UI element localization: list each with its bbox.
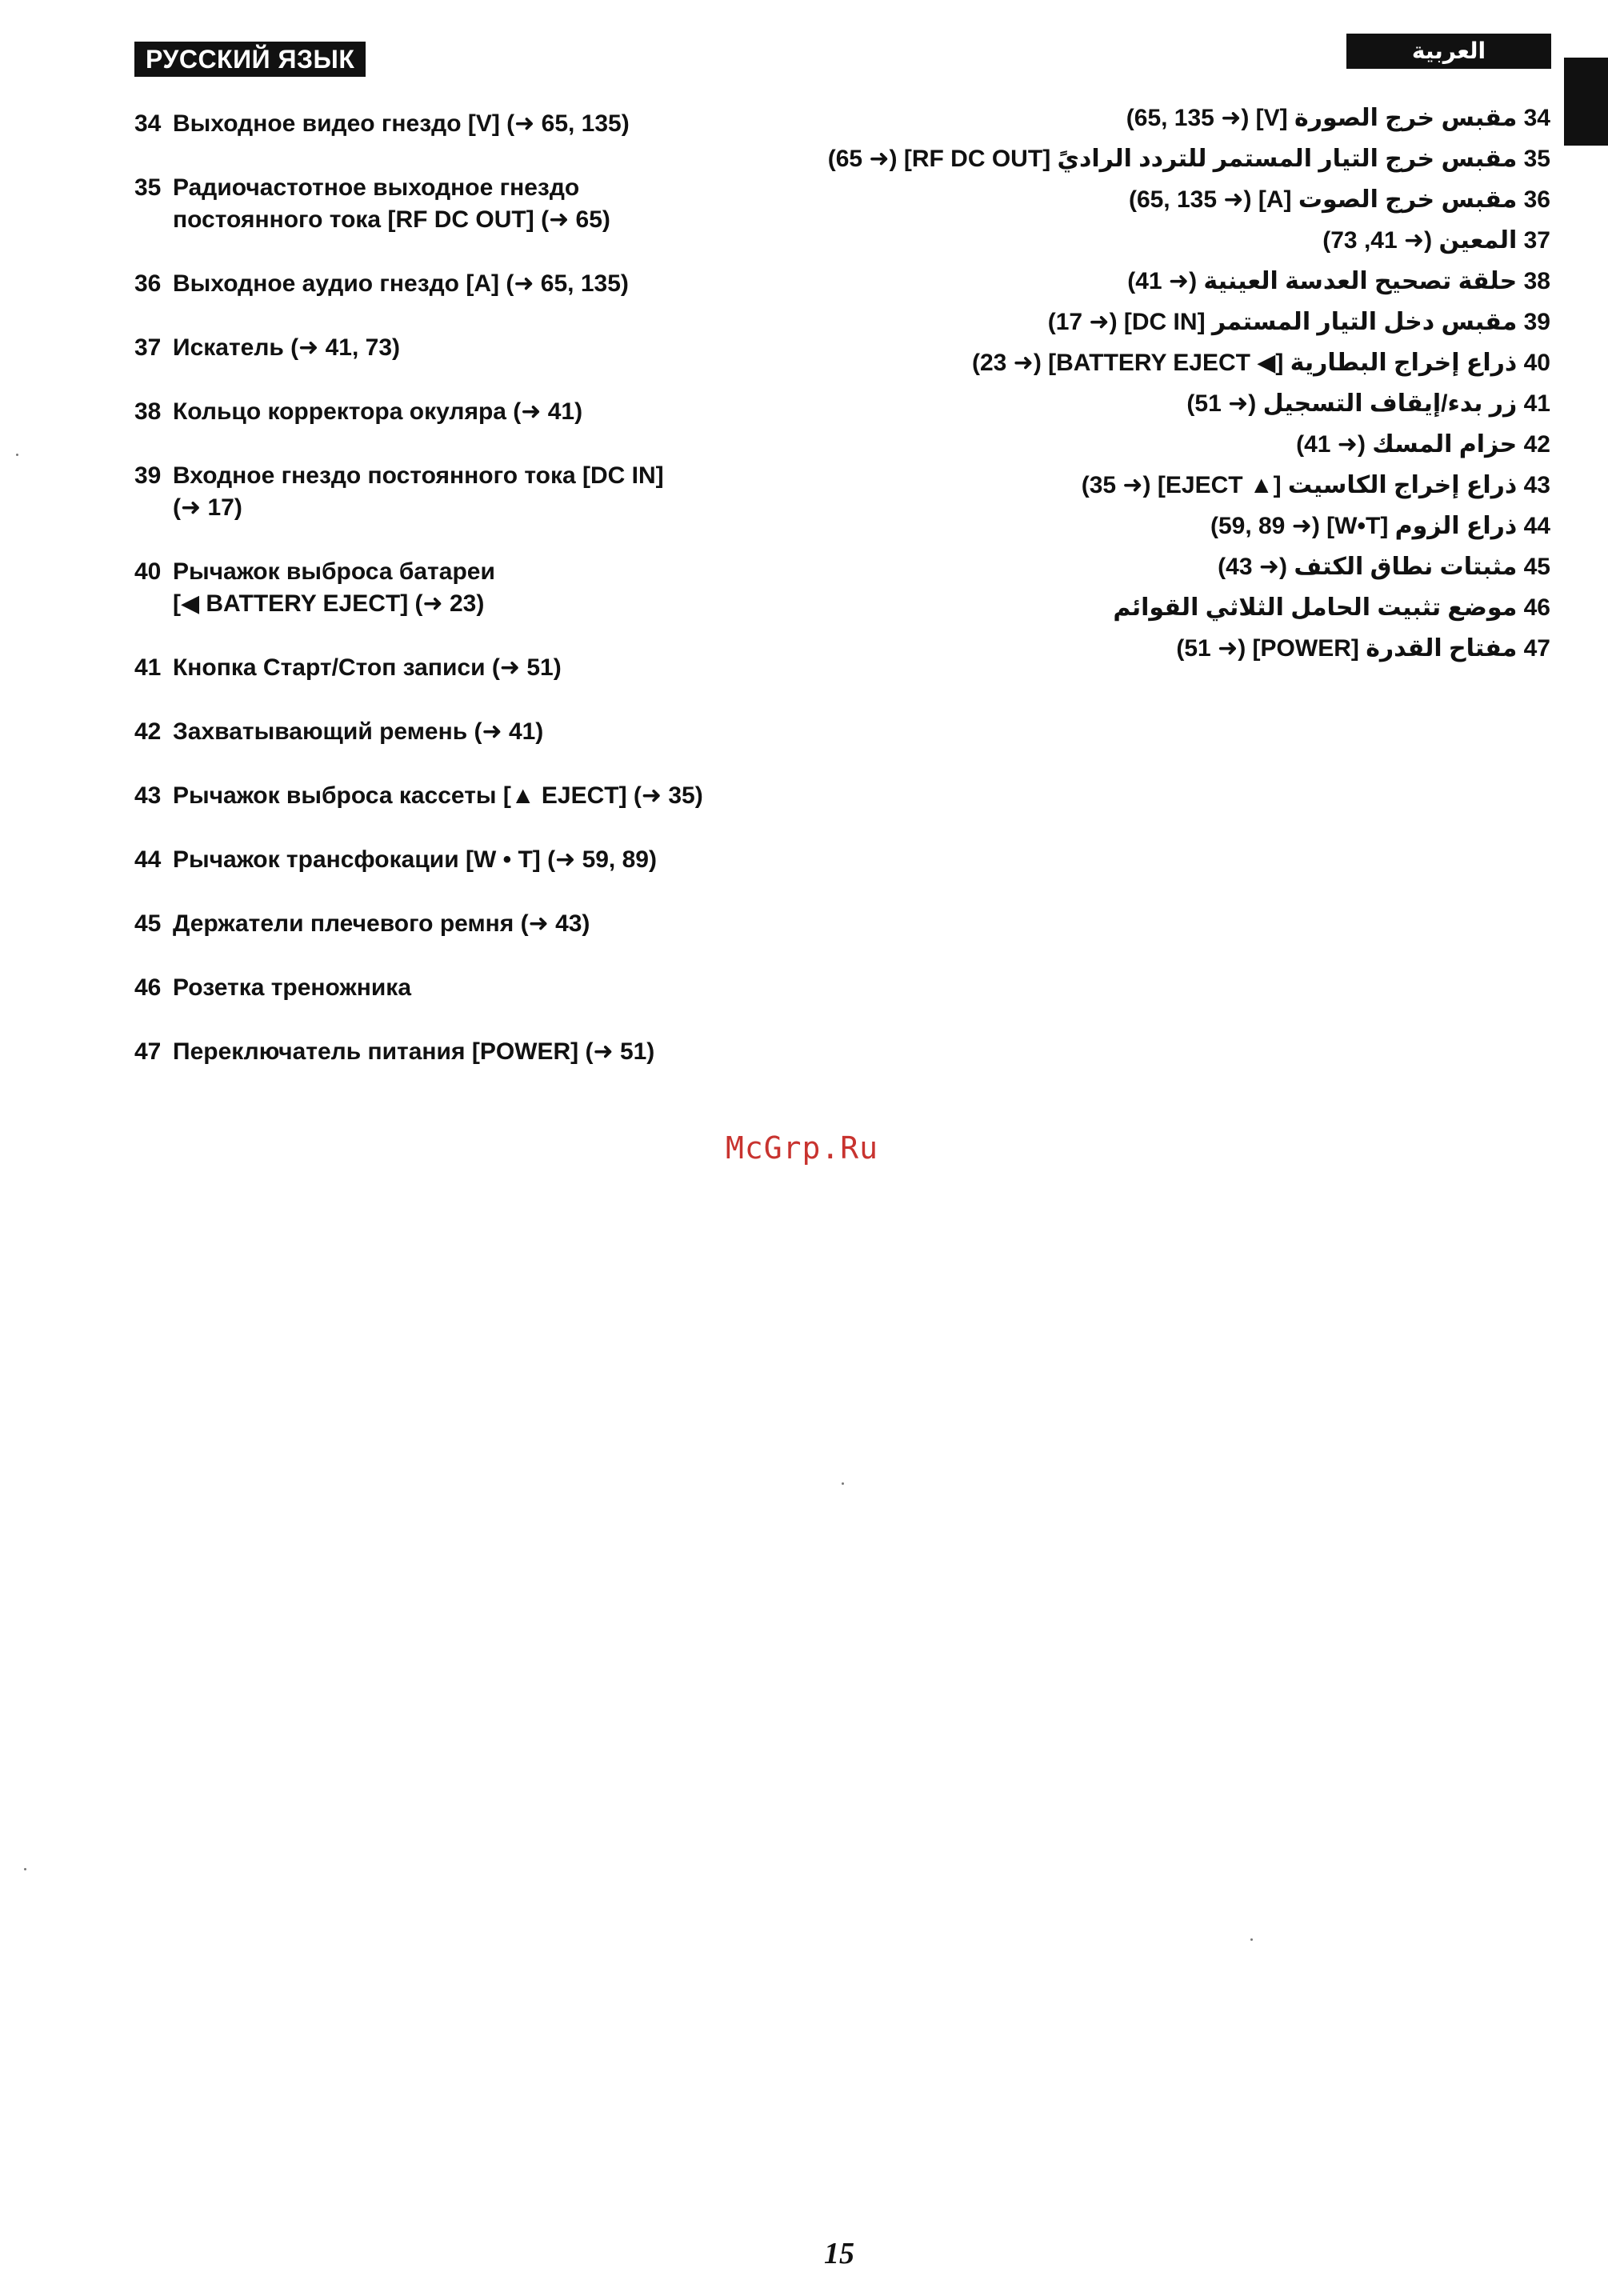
scan-speck bbox=[24, 1868, 26, 1870]
list-item bbox=[134, 172, 854, 236]
item-text: Держатели плечевого ремня (➜ 43) bbox=[173, 910, 590, 937]
list-item: 37 المعين (➜ 41, 73) bbox=[1322, 227, 1550, 254]
item-text: Кнопка Старт/Стоп записи (➜ 51) bbox=[173, 654, 562, 681]
item-number: 46 bbox=[134, 974, 162, 1001]
item-text: Выходное видео гнездо [V] (➜ 65, 135) bbox=[173, 110, 630, 137]
item-text: Переключатель питания [POWER] (➜ 51) bbox=[173, 1038, 655, 1065]
item-number: 47 bbox=[134, 1038, 162, 1065]
item-text: Радиочастотное выходное гнездо bbox=[173, 174, 580, 201]
list-item bbox=[134, 972, 854, 1004]
list-item: 36 مقبس خرج الصوت [A] (➜ 65, 135) bbox=[1128, 186, 1550, 213]
scan-speck bbox=[1250, 1938, 1253, 1941]
list-item: 44 ذراع الزوم [W•T] (➜ 59, 89) bbox=[1210, 513, 1550, 539]
item-number: 40 bbox=[134, 558, 162, 585]
arabic-language-tab: العربية bbox=[1346, 34, 1551, 69]
item-number: 42 bbox=[134, 718, 162, 745]
item-text-continued: постоянного тока [RF DC OUT] (➜ 65) bbox=[173, 206, 610, 233]
scan-speck bbox=[842, 1482, 844, 1485]
list-item bbox=[134, 844, 854, 876]
list-item: 40 ذراع إخراج البطارية [◀ BATTERY EJECT] (➜ 23) bbox=[971, 350, 1550, 376]
item-text: Рычажок выброса батареи bbox=[173, 558, 495, 585]
item-text: Захватывающий ремень (➜ 41) bbox=[173, 718, 544, 745]
list-item bbox=[134, 716, 854, 748]
item-text: Розетка треножника bbox=[173, 974, 412, 1001]
list-item bbox=[134, 332, 854, 364]
item-number: 43 bbox=[134, 782, 162, 809]
russian-language-tab: РУССКИЙ ЯЗЫК bbox=[134, 42, 366, 77]
list-item bbox=[134, 556, 854, 620]
item-text-continued: [◀ BATTERY EJECT] (➜ 23) bbox=[173, 590, 485, 617]
item-number: 37 bbox=[134, 334, 162, 361]
item-text: Выходное аудио гнездо [A] (➜ 65, 135) bbox=[173, 270, 629, 297]
item-number: 35 bbox=[134, 174, 162, 201]
list-item: 43 ذراع إخراج الكاسيت [▲ EJECT] (➜ 35) bbox=[1081, 472, 1550, 498]
list-item bbox=[134, 908, 854, 940]
list-item: 35 مقبس خرج التيار المستمر للتردد الراديً [RF DC OUT] (➜ 65) bbox=[827, 146, 1550, 172]
list-item bbox=[134, 780, 854, 812]
list-item bbox=[134, 396, 854, 428]
list-item: 42 حزام المسك (➜ 41) bbox=[1296, 431, 1550, 458]
site-watermark: McGrp.Ru bbox=[726, 1130, 879, 1166]
list-item: 47 مفتاح القدرة [POWER] (➜ 51) bbox=[1176, 635, 1550, 662]
list-item: 38 حلقة تصحيح العدسة العينية (➜ 41) bbox=[1127, 268, 1550, 294]
item-number: 34 bbox=[134, 110, 162, 137]
list-item bbox=[134, 1036, 854, 1068]
list-item bbox=[134, 460, 854, 524]
scan-speck bbox=[16, 454, 18, 456]
item-number: 39 bbox=[134, 462, 162, 489]
list-item bbox=[134, 268, 854, 300]
list-item: 45 مثبتات نطاق الكتف (➜ 43) bbox=[1218, 554, 1550, 580]
item-number: 38 bbox=[134, 398, 162, 425]
list-item: 34 مقبس خرج الصورة [V] (➜ 65, 135) bbox=[1126, 105, 1550, 131]
item-text-continued: (➜ 17) bbox=[173, 494, 242, 521]
list-item: 39 مقبس دخل التيار المستمر [DC IN] (➜ 17) bbox=[1047, 309, 1550, 335]
list-item bbox=[134, 108, 854, 140]
page-edge-marker bbox=[1564, 58, 1608, 146]
item-text: Рычажок выброса кассеты [▲ EJECT] (➜ 35) bbox=[173, 782, 703, 809]
item-text: Входное гнездо постоянного тока [DC IN] bbox=[173, 462, 664, 489]
list-item bbox=[134, 652, 854, 684]
item-number: 44 bbox=[134, 846, 162, 873]
page-number: 15 bbox=[824, 2237, 854, 2270]
item-text: Кольцо корректора окуляра (➜ 41) bbox=[173, 398, 583, 425]
item-text: Рычажок трансфокации [W • T] (➜ 59, 89) bbox=[173, 846, 657, 873]
item-number: 36 bbox=[134, 270, 162, 297]
item-number: 41 bbox=[134, 654, 162, 681]
list-item: 46 موضع تثبيت الحامل الثلاثي القوائم bbox=[1113, 594, 1550, 621]
list-item: 41 زر بدء/إيقاف التسجيل (➜ 51) bbox=[1186, 390, 1550, 417]
item-number: 45 bbox=[134, 910, 162, 937]
item-text: Искатель (➜ 41, 73) bbox=[173, 334, 401, 361]
